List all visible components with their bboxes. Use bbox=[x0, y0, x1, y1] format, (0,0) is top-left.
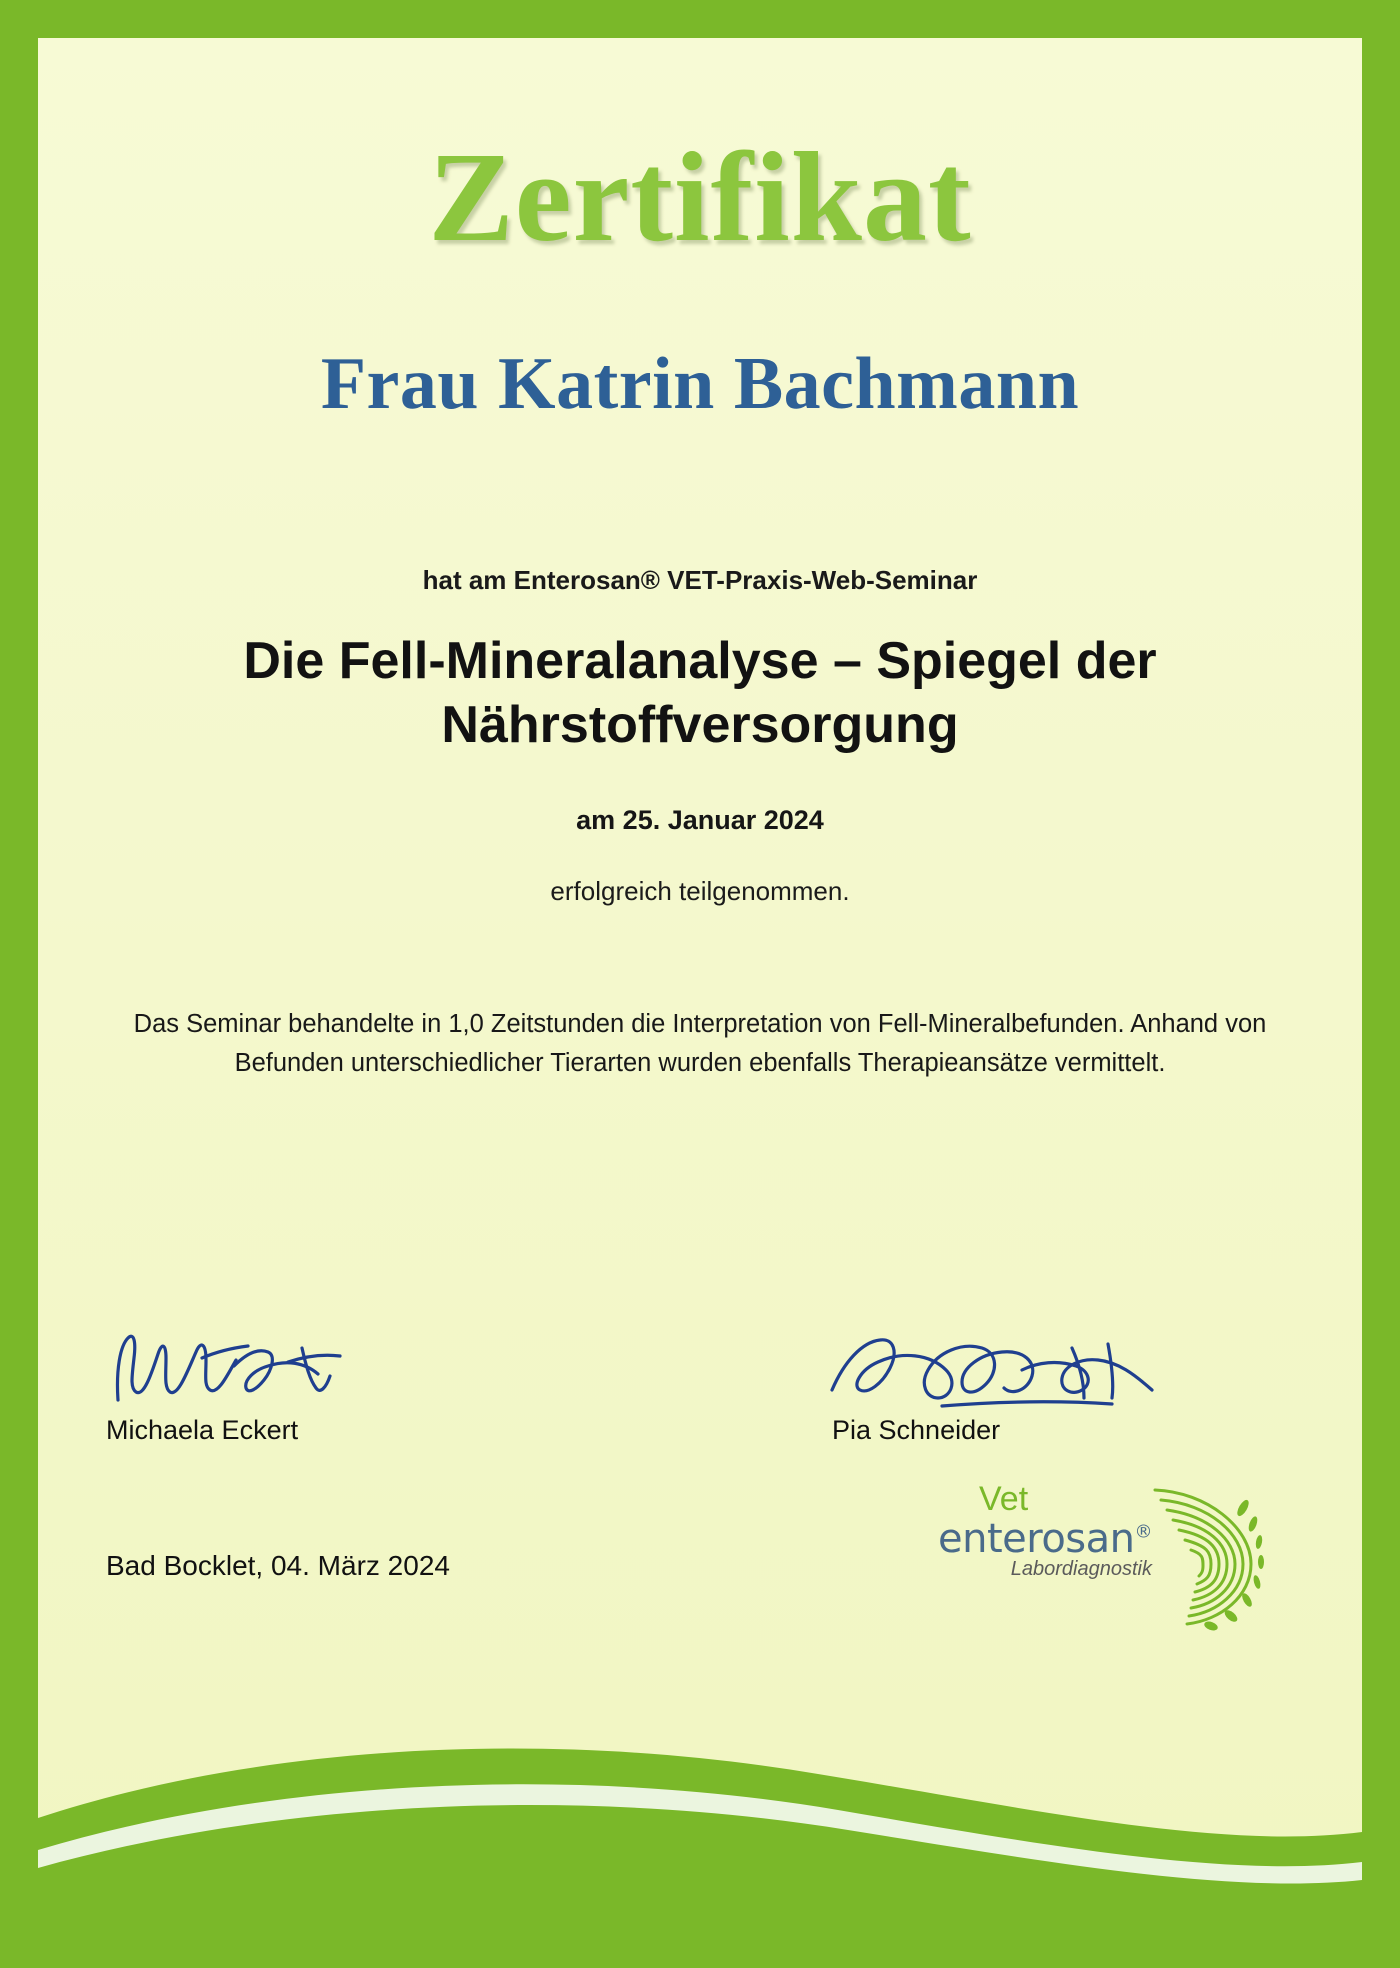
logo-swoosh-icon bbox=[1147, 1478, 1267, 1633]
logo-subtitle: Labordiagnostik bbox=[1010, 1558, 1152, 1580]
signature-block-left bbox=[106, 1318, 586, 1446]
logo-brand-name: enterosan bbox=[938, 1516, 1135, 1562]
certificate-title: Zertifikat bbox=[428, 126, 972, 268]
certificate-content bbox=[38, 38, 1362, 1930]
logo-main-text bbox=[937, 1516, 1152, 1562]
signature-area bbox=[98, 1318, 1302, 1488]
recipient-name: Frau Katrin Bachmann bbox=[320, 343, 1080, 426]
enterosan-vet-logo bbox=[937, 1478, 1267, 1658]
seminar-description: Das Seminar behandelte in 1,0 Zeitstunden die Interpretation von Fell-Mineralbefunden. Anhand von Befunden unterschiedlicher Tierarten wurden ebenfalls Therapieansätze vermittelt. bbox=[133, 1010, 1267, 1077]
handwritten-signature-icon bbox=[106, 1318, 586, 1413]
signature-block-right bbox=[822, 1318, 1302, 1446]
participation-statement: erfolgreich teilgenommen. bbox=[550, 876, 850, 907]
logo-wordmark bbox=[937, 1516, 1152, 1581]
handwritten-signature-icon bbox=[822, 1318, 1302, 1413]
seminar-title: Die Fell-Mineralanalyse – Spiegel der Nährstoffversorgung bbox=[243, 632, 1157, 754]
signature-name-left: Michaela Eckert bbox=[106, 1415, 299, 1445]
logo-registered-mark: ® bbox=[1134, 1521, 1152, 1543]
signature-name-right: Pia Schneider bbox=[832, 1415, 1001, 1445]
seminar-date: am 25. Januar 2024 bbox=[576, 805, 824, 836]
logo-vet-text: Vet bbox=[979, 1480, 1029, 1518]
seminar-intro-text: hat am Enterosan® VET-Praxis-Web-Seminar bbox=[422, 565, 978, 596]
place-and-date: Bad Bocklet, 04. März 2024 bbox=[106, 1550, 450, 1581]
